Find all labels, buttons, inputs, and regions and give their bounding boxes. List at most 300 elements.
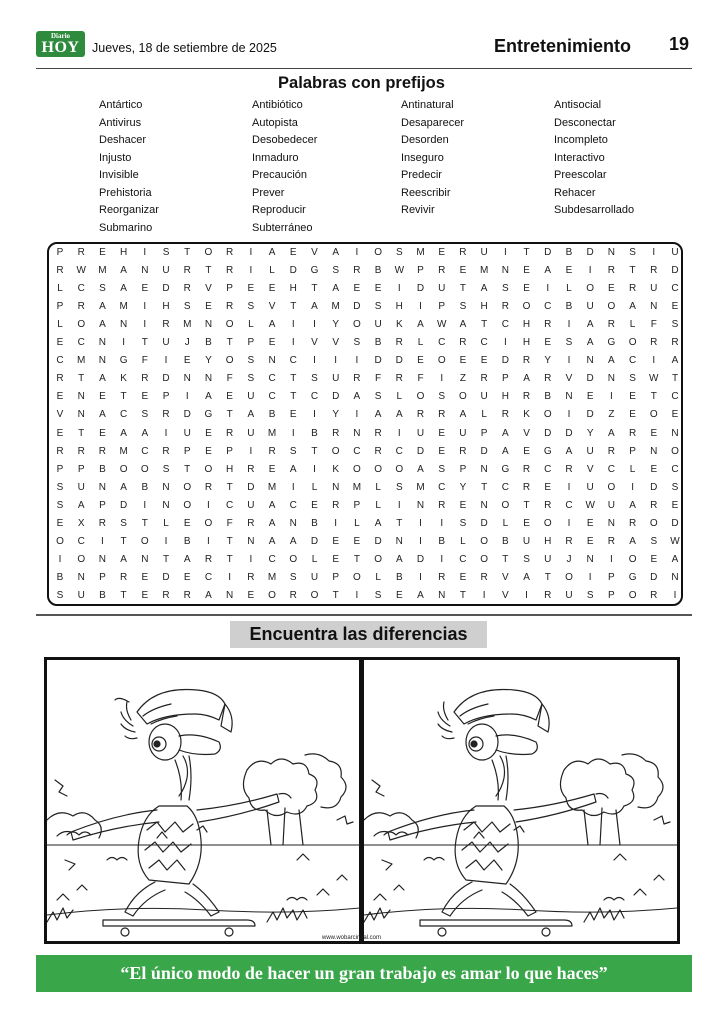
grid-letter[interactable]: R: [56, 265, 64, 277]
grid-letter[interactable]: E: [544, 337, 552, 349]
grid-letter[interactable]: R: [628, 283, 637, 295]
grid-letter[interactable]: I: [291, 319, 295, 331]
grid-letter[interactable]: O: [225, 355, 234, 367]
grid-letter[interactable]: A: [586, 337, 594, 349]
grid-letter[interactable]: V: [205, 283, 212, 295]
grid-letter[interactable]: D: [416, 445, 425, 457]
grid-letter[interactable]: P: [332, 571, 340, 583]
grid-letter[interactable]: T: [162, 553, 170, 565]
grid-letter[interactable]: C: [56, 355, 64, 367]
grid-letter[interactable]: U: [480, 391, 488, 403]
grid-letter[interactable]: G: [607, 337, 616, 349]
grid-letter[interactable]: A: [120, 283, 127, 295]
grid-letter[interactable]: O: [140, 463, 149, 475]
grid-letter[interactable]: O: [395, 463, 404, 475]
grid-letter[interactable]: N: [247, 535, 255, 547]
grid-letter[interactable]: T: [396, 517, 403, 529]
grid-letter[interactable]: G: [628, 571, 637, 583]
grid-letter[interactable]: S: [183, 301, 191, 313]
grid-letter[interactable]: T: [78, 427, 85, 439]
grid-letter[interactable]: R: [332, 499, 340, 511]
grid-letter[interactable]: S: [311, 373, 318, 385]
grid-letter[interactable]: A: [417, 319, 424, 331]
grid-letter[interactable]: S: [56, 481, 64, 493]
grid-letter[interactable]: E: [417, 355, 424, 367]
grid-letter[interactable]: E: [205, 427, 212, 439]
grid-letter[interactable]: T: [141, 337, 148, 349]
grid-letter[interactable]: K: [395, 319, 403, 331]
grid-letter[interactable]: U: [522, 535, 531, 547]
grid-letter[interactable]: E: [650, 427, 658, 439]
grid-letter[interactable]: P: [629, 445, 636, 457]
grid-letter[interactable]: S: [395, 247, 403, 258]
grid-letter[interactable]: O: [331, 445, 340, 457]
grid-letter[interactable]: T: [544, 571, 551, 583]
grid-letter[interactable]: U: [247, 427, 255, 439]
grid-letter[interactable]: E: [353, 535, 361, 547]
grid-letter[interactable]: R: [247, 463, 255, 475]
grid-letter[interactable]: T: [311, 445, 318, 457]
grid-letter[interactable]: I: [313, 319, 316, 331]
grid-letter[interactable]: M: [479, 265, 489, 277]
grid-letter[interactable]: T: [481, 481, 488, 493]
grid-letter[interactable]: P: [480, 427, 488, 439]
grid-letter[interactable]: N: [77, 391, 85, 403]
grid-letter[interactable]: L: [311, 481, 318, 493]
grid-letter[interactable]: A: [523, 373, 530, 385]
grid-letter[interactable]: H: [522, 337, 531, 349]
grid-letter[interactable]: V: [311, 247, 318, 258]
grid-letter[interactable]: A: [332, 247, 340, 258]
grid-letter[interactable]: M: [119, 445, 128, 457]
grid-letter[interactable]: P: [247, 337, 255, 349]
grid-letter[interactable]: N: [501, 265, 509, 277]
grid-letter[interactable]: R: [480, 571, 488, 583]
grid-letter[interactable]: R: [56, 373, 64, 385]
grid-letter[interactable]: E: [99, 247, 106, 258]
grid-letter[interactable]: C: [77, 283, 85, 295]
grid-letter[interactable]: N: [98, 337, 107, 349]
grid-letter[interactable]: W: [436, 319, 447, 331]
grid-letter[interactable]: P: [608, 571, 615, 583]
grid-letter[interactable]: R: [522, 355, 531, 367]
grid-letter[interactable]: E: [438, 247, 446, 258]
grid-letter[interactable]: A: [395, 553, 403, 565]
grid-letter[interactable]: L: [629, 319, 636, 331]
grid-letter[interactable]: A: [205, 391, 212, 403]
grid-letter[interactable]: T: [184, 247, 191, 258]
grid-letter[interactable]: R: [650, 337, 658, 349]
grid-letter[interactable]: C: [501, 481, 509, 493]
grid-letter[interactable]: A: [544, 265, 552, 277]
grid-letter[interactable]: E: [629, 409, 636, 421]
grid-letter[interactable]: R: [438, 499, 446, 511]
grid-letter[interactable]: R: [607, 445, 615, 457]
grid-letter[interactable]: U: [332, 373, 340, 385]
grid-letter[interactable]: I: [334, 517, 338, 529]
grid-letter[interactable]: U: [183, 427, 191, 439]
grid-letter[interactable]: Z: [608, 409, 615, 421]
grid-letter[interactable]: I: [143, 499, 147, 511]
grid-letter[interactable]: C: [268, 553, 276, 565]
grid-letter[interactable]: S: [671, 481, 679, 493]
grid-letter[interactable]: A: [289, 463, 297, 475]
grid-letter[interactable]: S: [162, 463, 170, 475]
grid-letter[interactable]: R: [671, 337, 679, 349]
grid-letter[interactable]: P: [162, 391, 170, 403]
grid-letter[interactable]: B: [502, 535, 509, 547]
grid-letter[interactable]: E: [289, 247, 297, 258]
grid-letter[interactable]: C: [628, 355, 637, 367]
grid-letter[interactable]: S: [247, 373, 255, 385]
grid-letter[interactable]: O: [140, 535, 149, 547]
grid-letter[interactable]: R: [650, 265, 658, 277]
grid-letter[interactable]: A: [608, 427, 615, 439]
grid-letter[interactable]: A: [374, 517, 382, 529]
grid-letter[interactable]: O: [586, 283, 595, 295]
grid-letter[interactable]: P: [226, 445, 233, 457]
grid-letter[interactable]: I: [419, 535, 422, 547]
grid-letter[interactable]: O: [607, 481, 616, 493]
grid-letter[interactable]: A: [141, 427, 149, 439]
grid-letter[interactable]: R: [565, 463, 573, 475]
grid-letter[interactable]: N: [650, 445, 658, 457]
grid-letter[interactable]: I: [313, 463, 316, 475]
grid-letter[interactable]: R: [247, 517, 255, 529]
grid-letter[interactable]: N: [77, 409, 85, 421]
grid-letter[interactable]: B: [544, 391, 552, 403]
grid-letter[interactable]: I: [482, 590, 486, 601]
grid-letter[interactable]: D: [565, 427, 573, 439]
grid-letter[interactable]: C: [289, 499, 297, 511]
grid-letter[interactable]: A: [268, 535, 276, 547]
grid-letter[interactable]: D: [353, 301, 361, 313]
grid-letter[interactable]: U: [374, 319, 382, 331]
grid-letter[interactable]: T: [226, 553, 233, 565]
grid-letter[interactable]: C: [141, 445, 149, 457]
grid-letter[interactable]: R: [162, 590, 170, 601]
grid-letter[interactable]: O: [671, 445, 679, 457]
grid-letter[interactable]: O: [543, 517, 552, 529]
grid-letter[interactable]: C: [438, 337, 446, 349]
grid-letter[interactable]: T: [311, 283, 318, 295]
grid-letter[interactable]: P: [353, 499, 361, 511]
grid-letter[interactable]: T: [120, 590, 127, 601]
grid-letter[interactable]: T: [459, 283, 466, 295]
grid-letter[interactable]: N: [162, 499, 170, 511]
grid-letter[interactable]: I: [58, 553, 62, 565]
grid-letter[interactable]: E: [671, 499, 679, 511]
grid-letter[interactable]: S: [374, 301, 382, 313]
grid-letter[interactable]: P: [56, 463, 64, 475]
grid-letter[interactable]: O: [628, 553, 637, 565]
grid-letter[interactable]: D: [374, 355, 382, 367]
grid-letter[interactable]: I: [503, 247, 507, 258]
grid-letter[interactable]: L: [417, 337, 424, 349]
grid-letter[interactable]: U: [650, 283, 658, 295]
grid-letter[interactable]: E: [205, 301, 212, 313]
grid-letter[interactable]: H: [289, 283, 297, 295]
grid-letter[interactable]: E: [141, 283, 149, 295]
grid-letter[interactable]: F: [226, 517, 233, 529]
grid-letter[interactable]: A: [671, 553, 679, 565]
grid-letter[interactable]: U: [416, 427, 425, 439]
grid-letter[interactable]: R: [183, 265, 191, 277]
grid-letter[interactable]: E: [459, 499, 467, 511]
grid-letter[interactable]: I: [313, 409, 316, 421]
grid-letter[interactable]: R: [438, 571, 446, 583]
grid-letter[interactable]: N: [119, 319, 128, 331]
grid-letter[interactable]: L: [629, 463, 636, 475]
grid-letter[interactable]: L: [311, 553, 318, 565]
grid-letter[interactable]: I: [291, 337, 295, 349]
grid-letter[interactable]: E: [141, 391, 149, 403]
grid-letter[interactable]: P: [99, 499, 106, 511]
grid-letter[interactable]: R: [544, 373, 552, 385]
grid-letter[interactable]: S: [289, 445, 297, 457]
grid-letter[interactable]: D: [162, 571, 170, 583]
grid-letter[interactable]: A: [268, 247, 276, 258]
grid-letter[interactable]: O: [522, 301, 531, 313]
grid-letter[interactable]: U: [162, 337, 170, 349]
grid-letter[interactable]: P: [77, 463, 85, 475]
grid-letter[interactable]: Y: [332, 319, 340, 331]
grid-letter[interactable]: A: [99, 409, 106, 421]
grid-letter[interactable]: O: [77, 319, 86, 331]
grid-letter[interactable]: N: [438, 590, 446, 601]
grid-letter[interactable]: A: [120, 553, 127, 565]
grid-letter[interactable]: V: [502, 571, 509, 583]
grid-letter[interactable]: M: [77, 355, 86, 367]
grid-letter[interactable]: E: [459, 355, 467, 367]
grid-letter[interactable]: H: [395, 301, 403, 313]
grid-letter[interactable]: R: [183, 590, 191, 601]
grid-letter[interactable]: E: [671, 409, 679, 421]
grid-letter[interactable]: E: [332, 535, 340, 547]
grid-letter[interactable]: D: [416, 283, 425, 295]
grid-letter[interactable]: O: [374, 553, 382, 565]
grid-letter[interactable]: U: [310, 571, 319, 583]
grid-letter[interactable]: C: [395, 445, 403, 457]
grid-letter[interactable]: R: [607, 265, 615, 277]
grid-letter[interactable]: I: [164, 535, 168, 547]
grid-letter[interactable]: H: [501, 391, 509, 403]
grid-letter[interactable]: V: [311, 337, 318, 349]
grid-letter[interactable]: S: [459, 301, 467, 313]
grid-letter[interactable]: E: [608, 283, 615, 295]
grid-letter[interactable]: E: [56, 427, 64, 439]
grid-letter[interactable]: A: [120, 427, 127, 439]
grid-letter[interactable]: Y: [332, 409, 340, 421]
grid-letter[interactable]: M: [267, 481, 277, 493]
grid-letter[interactable]: S: [523, 553, 530, 565]
grid-letter[interactable]: Y: [205, 355, 212, 367]
grid-letter[interactable]: R: [183, 283, 191, 295]
grid-letter[interactable]: O: [543, 409, 552, 421]
grid-letter[interactable]: M: [183, 319, 192, 331]
grid-letter[interactable]: A: [565, 445, 573, 457]
grid-letter[interactable]: N: [268, 355, 276, 367]
grid-letter[interactable]: D: [480, 517, 488, 529]
grid-letter[interactable]: O: [183, 481, 192, 493]
grid-letter[interactable]: O: [225, 319, 234, 331]
grid-letter[interactable]: E: [650, 553, 658, 565]
grid-letter[interactable]: T: [523, 247, 530, 258]
grid-letter[interactable]: S: [162, 247, 170, 258]
grid-letter[interactable]: H: [119, 247, 128, 258]
grid-letter[interactable]: R: [395, 337, 403, 349]
grid-letter[interactable]: I: [397, 427, 401, 439]
grid-letter[interactable]: V: [56, 409, 64, 421]
grid-letter[interactable]: A: [99, 319, 106, 331]
grid-letter[interactable]: V: [586, 463, 594, 475]
grid-letter[interactable]: U: [247, 391, 255, 403]
grid-letter[interactable]: R: [226, 427, 234, 439]
grid-letter[interactable]: I: [567, 319, 571, 331]
grid-letter[interactable]: M: [98, 265, 107, 277]
grid-letter[interactable]: E: [459, 265, 467, 277]
grid-letter[interactable]: E: [268, 463, 276, 475]
grid-letter[interactable]: R: [628, 427, 637, 439]
grid-letter[interactable]: A: [99, 373, 106, 385]
grid-letter[interactable]: A: [629, 301, 636, 313]
grid-letter[interactable]: L: [502, 517, 509, 529]
grid-letter[interactable]: N: [289, 517, 297, 529]
grid-letter[interactable]: M: [352, 481, 362, 493]
grid-letter[interactable]: S: [56, 499, 64, 511]
grid-letter[interactable]: L: [354, 517, 360, 529]
grid-letter[interactable]: E: [289, 409, 297, 421]
grid-letter[interactable]: D: [183, 409, 191, 421]
grid-letter[interactable]: N: [226, 590, 234, 601]
grid-letter[interactable]: C: [565, 499, 573, 511]
grid-letter[interactable]: I: [397, 283, 401, 295]
grid-letter[interactable]: D: [501, 355, 509, 367]
grid-letter[interactable]: R: [544, 499, 552, 511]
grid-letter[interactable]: H: [162, 301, 170, 313]
grid-letter[interactable]: N: [77, 571, 85, 583]
grid-letter[interactable]: A: [417, 590, 424, 601]
grid-letter[interactable]: I: [652, 355, 656, 367]
grid-letter[interactable]: W: [585, 499, 595, 511]
grid-letter[interactable]: H: [544, 535, 552, 547]
grid-letter[interactable]: R: [438, 265, 446, 277]
grid-letter[interactable]: H: [226, 463, 234, 475]
grid-letter[interactable]: A: [311, 301, 318, 313]
grid-letter[interactable]: I: [185, 391, 189, 403]
grid-letter[interactable]: T: [290, 391, 297, 403]
grid-letter[interactable]: E: [374, 283, 382, 295]
grid-letter[interactable]: O: [310, 590, 319, 601]
grid-letter[interactable]: O: [459, 391, 467, 403]
grid-letter[interactable]: T: [120, 535, 127, 547]
grid-letter[interactable]: T: [502, 553, 509, 565]
grid-letter[interactable]: N: [183, 373, 191, 385]
grid-letter[interactable]: I: [546, 283, 550, 295]
grid-letter[interactable]: A: [523, 571, 530, 583]
grid-letter[interactable]: O: [56, 535, 64, 547]
grid-letter[interactable]: L: [481, 409, 487, 421]
grid-letter[interactable]: P: [99, 571, 106, 583]
grid-letter[interactable]: S: [565, 337, 573, 349]
grid-letter[interactable]: E: [629, 391, 636, 403]
grid-letter[interactable]: W: [394, 265, 405, 277]
grid-letter[interactable]: H: [522, 319, 531, 331]
grid-letter[interactable]: O: [649, 517, 658, 529]
grid-letter[interactable]: E: [586, 535, 594, 547]
grid-letter[interactable]: E: [480, 355, 488, 367]
grid-letter[interactable]: S: [141, 409, 149, 421]
grid-letter[interactable]: R: [353, 265, 361, 277]
grid-letter[interactable]: E: [565, 265, 573, 277]
grid-letter[interactable]: U: [162, 265, 170, 277]
grid-letter[interactable]: I: [291, 481, 295, 493]
grid-letter[interactable]: N: [162, 481, 170, 493]
grid-letter[interactable]: A: [629, 535, 636, 547]
grid-letter[interactable]: C: [226, 499, 234, 511]
grid-letter[interactable]: C: [310, 391, 319, 403]
grid-letter[interactable]: O: [565, 571, 573, 583]
grid-letter[interactable]: W: [670, 535, 680, 547]
grid-letter[interactable]: P: [56, 247, 64, 258]
grid-letter[interactable]: R: [268, 445, 276, 457]
grid-letter[interactable]: B: [205, 337, 212, 349]
grid-letter[interactable]: C: [77, 337, 85, 349]
grid-letter[interactable]: I: [313, 355, 316, 367]
grid-letter[interactable]: E: [671, 301, 679, 313]
grid-letter[interactable]: M: [267, 571, 277, 583]
grid-letter[interactable]: L: [248, 319, 254, 331]
grid-letter[interactable]: O: [607, 301, 616, 313]
grid-letter[interactable]: S: [56, 590, 64, 601]
grid-letter[interactable]: I: [355, 247, 359, 258]
grid-letter[interactable]: P: [459, 463, 467, 475]
grid-letter[interactable]: R: [119, 571, 128, 583]
grid-letter[interactable]: U: [671, 247, 679, 258]
grid-letter[interactable]: I: [143, 247, 147, 258]
grid-letter[interactable]: M: [119, 301, 128, 313]
grid-letter[interactable]: R: [77, 301, 85, 313]
grid-letter[interactable]: D: [671, 517, 679, 529]
grid-letter[interactable]: T: [141, 517, 148, 529]
grid-letter[interactable]: I: [567, 409, 571, 421]
grid-letter[interactable]: U: [565, 590, 573, 601]
grid-letter[interactable]: V: [268, 301, 276, 313]
grid-letter[interactable]: I: [440, 373, 444, 385]
grid-letter[interactable]: S: [99, 283, 106, 295]
grid-letter[interactable]: S: [502, 283, 509, 295]
grid-letter[interactable]: T: [184, 463, 191, 475]
grid-letter[interactable]: T: [671, 373, 679, 385]
grid-letter[interactable]: O: [501, 499, 510, 511]
grid-letter[interactable]: S: [353, 337, 361, 349]
grid-letter[interactable]: E: [205, 445, 212, 457]
grid-letter[interactable]: R: [98, 445, 107, 457]
grid-letter[interactable]: I: [588, 265, 592, 277]
grid-letter[interactable]: L: [57, 319, 63, 331]
grid-letter[interactable]: D: [247, 481, 255, 493]
grid-letter[interactable]: E: [459, 571, 467, 583]
grid-letter[interactable]: E: [56, 337, 64, 349]
grid-letter[interactable]: I: [419, 571, 422, 583]
grid-letter[interactable]: O: [353, 319, 361, 331]
grid-letter[interactable]: I: [440, 553, 444, 565]
grid-letter[interactable]: B: [268, 409, 276, 421]
grid-letter[interactable]: G: [119, 355, 128, 367]
grid-letter[interactable]: T: [332, 590, 339, 601]
grid-letter[interactable]: C: [353, 445, 361, 457]
grid-letter[interactable]: C: [204, 571, 213, 583]
